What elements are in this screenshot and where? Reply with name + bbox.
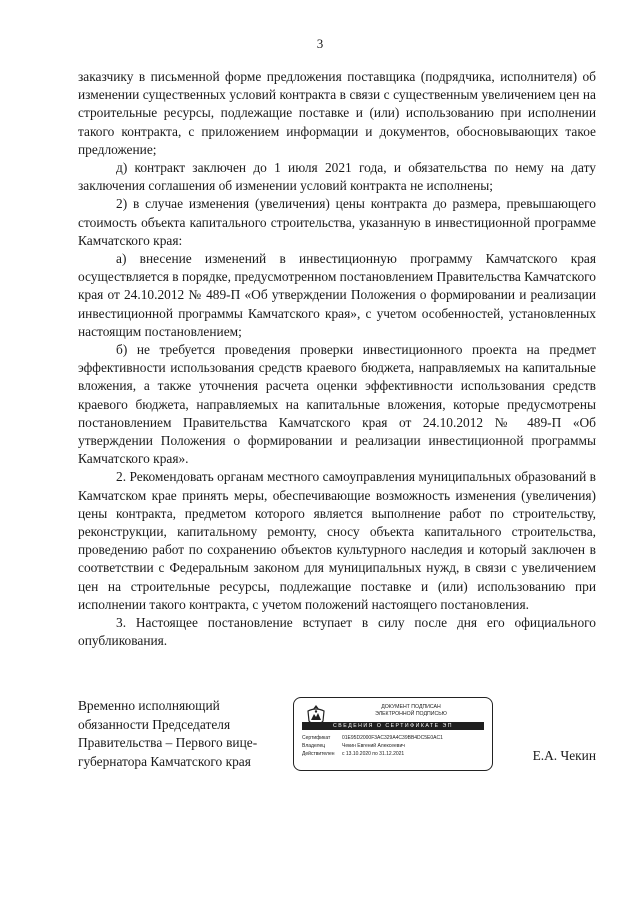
paragraph: 2) в случае изменения (увеличения) цены контракта до размера, превышающего стоимость объекта капитального строительства, указанную в инвестиционной программе Камчатского края: <box>78 196 596 248</box>
electronic-signature-stamp <box>293 697 493 771</box>
document-body <box>78 68 596 651</box>
paragraph: заказчику в письменной форме предложения поставщика (подрядчика, исполнителя) об изменении существенных условий контракта в связи с существенным увеличением цен на строительные ресурсы, подлежащие поставке и (или) использованию при исполнении такого контракта, с приложением информации и документов, обосновывающих такое предложение; <box>78 69 596 157</box>
certificate-details <box>302 734 484 758</box>
validity-row: Действителен с 13.10.2020 по 31.12.2021 <box>302 751 405 757</box>
paragraph: 2. Рекомендовать органам местного самоуправления муниципальных образований в Камчатском крае принять меры, обеспечивающие возможность изменения (увеличения) цены контракта, предметом которого является выполнение работ по строительству, реконструкции, капитальному ремонту, сносу объекта капитального строительства, проведению работ по сохранению объектов культурного наследия и который заключен в соответствии с Федеральным законом для муниципальных нужд, в связи с увеличением цен на строительные ресурсы, подлежащие поставке и (или) использованию при исполнении такого контракта, с учетом положений настоящего постановления. <box>78 469 596 612</box>
paragraph: 3. Настоящее постановление вступает в силу после дня его официального опубликования. <box>78 615 596 649</box>
position-line: Временно исполняющий <box>78 698 220 713</box>
owner-row: Владелец Чекин Евгений Алексеевич <box>302 743 405 749</box>
stamp-header-bar: СВЕДЕНИЯ О СЕРТИФИКАТЕ ЭП <box>302 722 484 730</box>
certificate-row: Сертификат 01E95D2000F3AC329A4C39BB4DC5E0AC1 <box>302 735 443 741</box>
stamp-title: ДОКУМЕНТ ПОДПИСАН ЭЛЕКТРОННОЙ ПОДПИСЬЮ <box>375 704 447 717</box>
signatory-name: Е.А. Чекин <box>532 748 596 763</box>
signatory-position <box>78 697 263 771</box>
paragraph: д) контракт заключен до 1 июля 2021 года, и обязательства по нему на дату заключения соглашения об изменении условий контракта не исполнены; <box>78 160 596 194</box>
page-number: 3 <box>316 36 324 51</box>
paragraph: а) внесение изменений в инвестиционную программу Камчатского края осуществляется в порядке, предусмотренном постановлением Правительства Камчатского края от 24.10.2012 № 489-П «Об утверждении Положения о формировании и реализации инвестиционной программы Камчатского края», с учетом особенностей, установленных настоящим постановлением; <box>78 251 596 339</box>
position-line: губернатора Камчатского края <box>78 753 251 769</box>
position-line: Правительства – Первого вице- <box>78 735 258 750</box>
paragraph: б) не требуется проведения проверки инвестиционного проекта на предмет эффективности использования средств краевого бюджета, направляемых на капитальные вложения, а также уточнения расчета оценки эффективности использования средств краевого бюджета, направляемых на капитальные вложения, которые предусмотрены постановлением Правительства Камчатского края от 24.10.2012 № 489-П «Об утверждении Положения о формировании и реализации инвестиционной программы Камчатского края». <box>78 342 596 467</box>
signature-block <box>78 697 596 777</box>
position-line: обязанности Председателя <box>78 716 231 732</box>
